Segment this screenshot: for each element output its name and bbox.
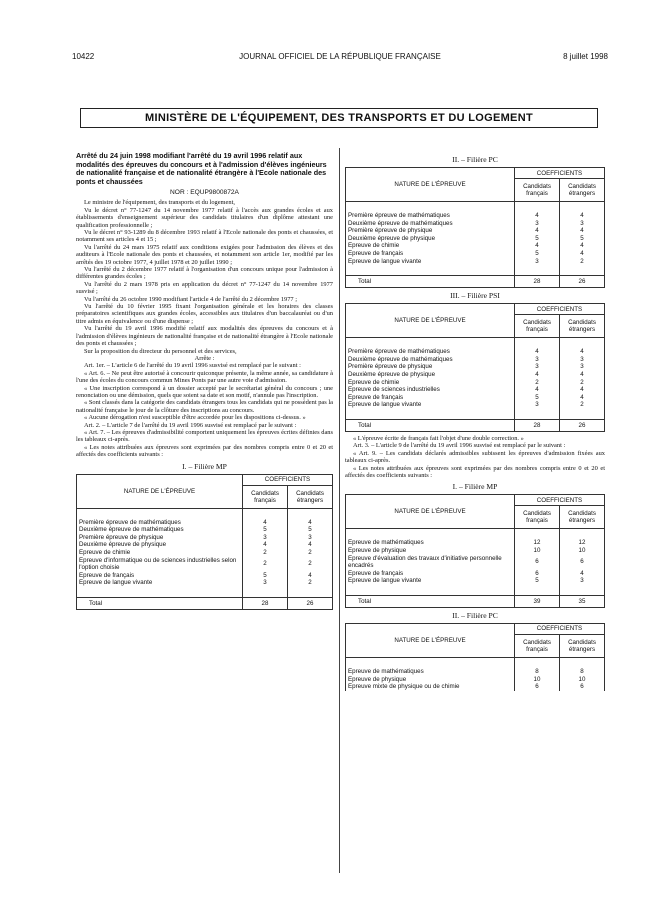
coef-etrangers: 3 — [560, 356, 605, 364]
coefficients-table — [345, 494, 605, 608]
journal-title: JOURNAL OFFICIEL DE LA RÉPUBLIQUE FRANÇAISE — [239, 52, 441, 61]
coef-etrangers: 4 — [288, 572, 333, 580]
coef-etrangers: 2 — [560, 401, 605, 409]
epreuve-name: Epreuve de chimie — [346, 379, 515, 387]
epreuve-name: Epreuve de mathématiques — [346, 539, 515, 547]
header-nature: NATURE DE L'ÉPREUVE — [77, 474, 243, 508]
header-coefficients: COEFFICIENTS — [515, 168, 605, 179]
article-1: Art. 1er. – L'article 6 de l'arrêté du 19 avril 1996 susvisé est remplacé par le suivant : — [84, 362, 301, 370]
coef-francais: 2 — [243, 549, 288, 557]
coef-etrangers: 3 — [560, 363, 605, 371]
header-nature: NATURE DE L'ÉPREUVE — [346, 623, 515, 657]
coef-etrangers: 4 — [560, 227, 605, 235]
header-candidats-et: Candidats étrangers — [288, 485, 333, 508]
coef-etrangers: 8 — [560, 668, 605, 676]
epreuve-name: Epreuve de français — [346, 570, 515, 578]
header-candidats-fr: Candidats français — [515, 506, 560, 529]
paragraph: Le ministre de l'équipement, des transports et du logement, — [84, 199, 235, 207]
coef-etrangers: 12 — [560, 539, 605, 547]
coef-francais: 4 — [515, 242, 560, 250]
table-row — [346, 250, 605, 258]
coef-francais: 5 — [243, 526, 288, 534]
table-row — [346, 363, 605, 371]
epreuve-name: Epreuve de français — [346, 394, 515, 402]
paragraph: « Sont classés dans la catégorie des candidats étrangers tous les candidats qui ne possèdent pas la nationalité française le jour de la clôture des inscriptions au concours. — [76, 399, 333, 414]
article-2: Art. 2. – L'article 7 de l'arrêté du 19 avril 1996 susvisé est remplacé par le suivant : — [84, 421, 297, 429]
header-coefficients: COEFFICIENTS — [515, 623, 605, 634]
table-caption-psi-admissibility: III. – Filière PSI — [450, 291, 500, 301]
coef-etrangers: 2 — [288, 549, 333, 557]
total-etrangers: 26 — [560, 276, 605, 288]
header-candidats-et: Candidats étrangers — [560, 634, 605, 657]
paragraph: Vu l'arrêté du 26 octobre 1990 modifiant l'article 4 de l'arrêté du 2 décembre 1977 ; — [84, 295, 297, 303]
coef-francais: 10 — [515, 547, 560, 555]
epreuve-name: Epreuve de langue vivante — [77, 579, 243, 587]
coef-francais: 4 — [515, 386, 560, 394]
epreuve-name: Deuxième épreuve de physique — [346, 235, 515, 243]
coef-francais: 8 — [515, 668, 560, 676]
header-candidats-fr: Candidats français — [515, 179, 560, 202]
table-row — [77, 534, 333, 542]
table-row — [346, 227, 605, 235]
coef-etrangers: 4 — [560, 212, 605, 220]
total-label: Total — [346, 276, 515, 288]
table-row — [77, 541, 333, 549]
coef-etrangers: 3 — [288, 534, 333, 542]
epreuve-name: Epreuve de langue vivante — [346, 577, 515, 585]
epreuve-name: Epreuve de français — [346, 250, 515, 258]
right-column — [345, 152, 605, 691]
paragraph: Vu l'arrêté du 10 février 1995 fixant l'organisation générale et les horaires des classes préparatoires scientifiques aux grandes écoles, accessibles aux titulaires d'un baccalauréat ou d'un titre admis en équivalence ou d'une dispense ; — [76, 303, 333, 325]
table-caption-pc-admissibility: II. – Filière PC — [452, 155, 498, 164]
epreuve-name: Epreuve mixte de physique ou de chimie — [346, 683, 515, 691]
total-etrangers: 35 — [560, 595, 605, 607]
paragraph: « Art. 6. – Ne peut être autorisé à concourir quiconque présente, la même année, sa candidature à l'une des écoles du concours commun Mines Ponts par une autre voie d'admission. — [76, 369, 333, 385]
coef-etrangers: 5 — [560, 235, 605, 243]
table-row — [346, 220, 605, 228]
coefficients-table — [345, 167, 605, 288]
nor-reference: NOR : EQUP9800872A — [170, 189, 239, 197]
table-row — [77, 572, 333, 580]
paragraph: « Aucune dérogation n'est susceptible d'être accordée pour les dispositions ci-dessus. » — [84, 414, 306, 422]
coef-francais: 4 — [515, 371, 560, 379]
epreuve-name: Première épreuve de mathématiques — [77, 519, 243, 527]
table-row — [346, 356, 605, 364]
coef-etrangers: 2 — [560, 258, 605, 266]
header-coefficients: COEFFICIENTS — [515, 304, 605, 315]
coef-francais: 6 — [515, 683, 560, 691]
table-caption-mp-admission: I. – Filière MP — [452, 482, 498, 492]
table-row — [346, 348, 605, 356]
coef-etrangers: 5 — [288, 526, 333, 534]
total-label: Total — [77, 597, 243, 609]
total-label: Total — [346, 595, 515, 607]
coef-francais: 5 — [515, 235, 560, 243]
epreuve-name: Deuxième épreuve de mathématiques — [77, 526, 243, 534]
total-francais: 39 — [515, 595, 560, 607]
table-row — [77, 557, 333, 572]
epreuve-name: Epreuve d'évaluation des travaux d'initiative personnelle encadrés — [346, 555, 515, 570]
paragraph: Sur la proposition du directeur du personnel et des services, — [84, 347, 237, 355]
epreuve-name: Deuxième épreuve de physique — [346, 371, 515, 379]
total-row — [346, 595, 605, 607]
table-row — [346, 212, 605, 220]
coef-etrangers: 10 — [560, 676, 605, 684]
double-correction-note: « L'épreuve écrite de français fait l'objet d'une double correction. » — [353, 434, 524, 442]
table-pc-admission — [345, 623, 605, 691]
paragraph: « Les notes attribuées aux épreuves sont exprimées par des nombres compris entre 0 et 20 et affectés des coefficients suivants : — [76, 443, 333, 459]
coef-etrangers: 2 — [560, 379, 605, 387]
page-number: 10422 — [72, 52, 95, 61]
page-header — [72, 52, 608, 66]
coef-etrangers: 4 — [288, 541, 333, 549]
table-row — [77, 519, 333, 527]
coef-etrangers: 3 — [560, 220, 605, 228]
table-row — [346, 577, 605, 585]
epreuve-name: Epreuve de chimie — [77, 549, 243, 557]
epreuve-name: Epreuve d'informatique ou de sciences industrielles selon l'option choisie — [77, 557, 243, 572]
table-row — [346, 394, 605, 402]
table-row — [346, 258, 605, 266]
paragraph: « Art. 7. – Les épreuves d'admissibilité comportent uniquement les épreuves écrites définies dans les tableaux ci-après. — [76, 428, 333, 444]
epreuve-name: Première épreuve de mathématiques — [346, 348, 515, 356]
epreuve-name: Deuxième épreuve de physique — [77, 541, 243, 549]
epreuve-name: Epreuve de langue vivante — [346, 258, 515, 266]
coef-francais: 4 — [515, 227, 560, 235]
coef-francais: 4 — [243, 541, 288, 549]
coef-francais: 10 — [515, 676, 560, 684]
article-3: Art. 3. – L'article 9 de l'arrêté du 19 avril 1996 susvisé est remplacé par le suivant : — [353, 442, 566, 450]
table-row — [346, 547, 605, 555]
table-row — [346, 386, 605, 394]
header-coefficients: COEFFICIENTS — [515, 495, 605, 506]
column-divider — [339, 148, 340, 873]
coef-francais: 4 — [515, 348, 560, 356]
arrete-title: Arrêté du 24 juin 1998 modifiant l'arrêté du 19 avril 1996 relatif aux modalités des épreuves du concours et à l'admission d'élèves ingénieurs de nationalité française et de nationalité étrangère à l'Ecole nationale des ponts et chaussées — [76, 151, 327, 186]
coef-francais: 2 — [243, 557, 288, 572]
paragraph: « Une inscription correspond à un dossier accepté par le secrétariat général du concours ; une renonciation ou une démission, quels que soient sa date et son motif, n'annule pas l'inscription. — [76, 384, 333, 399]
coefficients-table — [345, 623, 605, 691]
header-candidats-fr: Candidats français — [515, 634, 560, 657]
total-etrangers: 26 — [560, 419, 605, 431]
coef-francais: 3 — [515, 401, 560, 409]
header-nature: NATURE DE L'ÉPREUVE — [346, 168, 515, 202]
total-label: Total — [346, 419, 515, 431]
paragraph: « Art. 9. – Les candidats déclarés admissibles subissent les épreuves d'admission fixées aux tableaux ci-après. — [345, 449, 605, 465]
coef-etrangers: 6 — [560, 683, 605, 691]
total-francais: 28 — [515, 276, 560, 288]
epreuve-name: Epreuve de mathématiques — [346, 668, 515, 676]
epreuve-name: Epreuve de sciences industrielles — [346, 386, 515, 394]
header-coefficients: COEFFICIENTS — [243, 474, 333, 485]
table-row — [77, 549, 333, 557]
table-row — [346, 379, 605, 387]
table-row — [346, 242, 605, 250]
coef-francais: 3 — [515, 258, 560, 266]
coef-francais: 6 — [515, 555, 560, 570]
coefficients-table — [345, 303, 605, 432]
epreuve-name: Deuxième épreuve de mathématiques — [346, 356, 515, 364]
coef-francais: 3 — [515, 220, 560, 228]
table-row — [346, 676, 605, 684]
coef-francais: 4 — [515, 212, 560, 220]
article-1-quote — [76, 370, 333, 422]
coef-francais: 5 — [515, 394, 560, 402]
coef-etrangers: 4 — [560, 348, 605, 356]
left-column — [76, 152, 333, 610]
coef-etrangers: 2 — [288, 557, 333, 572]
coef-francais: 12 — [515, 539, 560, 547]
table-row — [346, 683, 605, 691]
coef-francais: 6 — [515, 570, 560, 578]
table-row — [346, 570, 605, 578]
header-candidats-et: Candidats étrangers — [560, 315, 605, 338]
table-row — [346, 401, 605, 409]
epreuve-name: Première épreuve de physique — [346, 227, 515, 235]
table-mp-admissibility — [76, 474, 333, 610]
coef-etrangers: 4 — [560, 242, 605, 250]
header-candidats-fr: Candidats français — [243, 485, 288, 508]
coef-francais: 3 — [515, 356, 560, 364]
paragraph: Vu l'arrêté du 2 mars 1978 pris en application du décret n° 77-1247 du 14 novembre 1977 susvisé ; — [76, 280, 333, 296]
paragraph: Vu l'arrêté du 19 avril 1996 modifié relatif aux modalités des épreuves du concours et à l'admission d'élèves ingénieurs de nationalité française et de nationalité étrangère à l'Ecole nationale des ponts et chaussées ; — [76, 325, 333, 348]
total-francais: 28 — [515, 419, 560, 431]
publication-date: 8 juillet 1998 — [563, 52, 608, 61]
table-caption-mp-admissibility: I. – Filière MP — [182, 461, 227, 471]
table-row — [77, 579, 333, 587]
table-row — [77, 526, 333, 534]
header-candidats-et: Candidats étrangers — [560, 179, 605, 202]
epreuve-name: Epreuve de langue vivante — [346, 401, 515, 409]
ministry-title: MINISTÈRE DE L'ÉQUIPEMENT, DES TRANSPORTS ET DU LOGEMENT — [80, 108, 598, 128]
header-nature: NATURE DE L'ÉPREUVE — [346, 304, 515, 338]
coef-francais: 5 — [515, 250, 560, 258]
coefficients-table — [76, 474, 333, 610]
paragraph: Vu l'arrêté du 2 décembre 1977 relatif à l'organisation d'un concours unique pour l'admission à différentes grandes écoles ; — [76, 266, 333, 281]
total-row — [77, 597, 333, 609]
table-row — [346, 235, 605, 243]
table-row — [346, 555, 605, 570]
epreuve-name: Epreuve de physique — [346, 676, 515, 684]
total-row — [346, 419, 605, 431]
visas-list — [76, 199, 333, 355]
coef-francais: 3 — [243, 579, 288, 587]
epreuve-name: Epreuve de physique — [346, 547, 515, 555]
coef-etrangers: 4 — [560, 394, 605, 402]
coef-francais: 4 — [243, 519, 288, 527]
epreuve-name: Première épreuve de physique — [77, 534, 243, 542]
paragraph: Vu le décret n° 77-1247 du 14 novembre 1977 relatif à l'accès aux grandes écoles et aux établissements d'enseignement supérieur des candidats titulaires d'un diplôme attestant une qualification professionnelle ; — [76, 206, 333, 229]
coef-etrangers: 3 — [560, 577, 605, 585]
coef-francais: 5 — [243, 572, 288, 580]
table-caption-pc-admission: II. – Filière PC — [452, 610, 498, 620]
total-francais: 28 — [243, 597, 288, 609]
coef-etrangers: 6 — [560, 555, 605, 570]
paragraph: Vu le décret n° 93-1289 du 8 décembre 1993 relatif à l'Ecole nationale des ponts et chaussées, et notamment ses articles 4 et 15 ; — [76, 229, 333, 244]
header-nature: NATURE DE L'ÉPREUVE — [346, 495, 515, 529]
epreuve-name: Epreuve de français — [77, 572, 243, 580]
paragraph: Vu l'arrêté du 24 mars 1975 relatif aux conditions exigées pour l'admission des élèves et des auditeurs à l'Ecole nationale des ponts et chaussées, et notamment son article 1er, modifié par les arrêtés des 19 octobre 1977, 4 juillet 1978 et 20 juillet 1990 ; — [76, 243, 333, 266]
coef-etrangers: 4 — [560, 386, 605, 394]
coef-etrangers: 4 — [288, 519, 333, 527]
epreuve-name: Epreuve de chimie — [346, 242, 515, 250]
paragraph: « Les notes attribuées aux épreuves sont exprimées par des nombres compris entre 0 et 20 et affectés des coefficients suivants : — [345, 464, 605, 479]
table-row — [346, 668, 605, 676]
table-mp-admission — [345, 494, 605, 608]
epreuve-name: Deuxième épreuve de mathématiques — [346, 220, 515, 228]
coef-francais: 2 — [515, 379, 560, 387]
total-row — [346, 276, 605, 288]
table-row — [346, 539, 605, 547]
coef-etrangers: 4 — [560, 570, 605, 578]
header-candidats-fr: Candidats français — [515, 315, 560, 338]
article-2-quote — [76, 429, 333, 459]
epreuve-name: Première épreuve de mathématiques — [346, 212, 515, 220]
coef-francais: 3 — [515, 363, 560, 371]
table-psi-admissibility — [345, 303, 605, 432]
coef-etrangers: 10 — [560, 547, 605, 555]
coef-francais: 5 — [515, 577, 560, 585]
epreuve-name: Première épreuve de physique — [346, 363, 515, 371]
coef-etrangers: 2 — [288, 579, 333, 587]
table-pc-admissibility — [345, 167, 605, 288]
article-3-quote — [345, 450, 605, 480]
coef-etrangers: 4 — [560, 371, 605, 379]
table-row — [346, 371, 605, 379]
header-candidats-et: Candidats étrangers — [560, 506, 605, 529]
coef-francais: 3 — [243, 534, 288, 542]
total-etrangers: 26 — [288, 597, 333, 609]
arrete-word: Arrête : — [194, 354, 215, 362]
coef-etrangers: 4 — [560, 250, 605, 258]
